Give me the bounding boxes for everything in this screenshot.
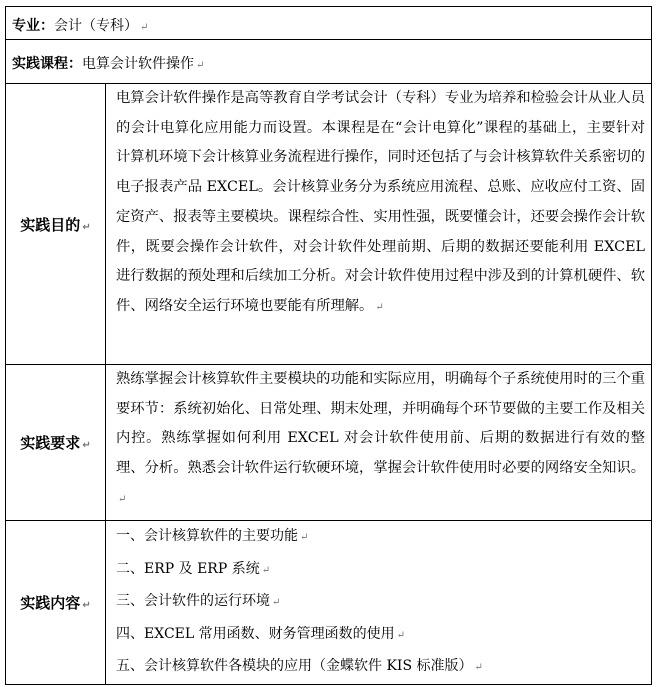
course-row	[6, 40, 652, 84]
content-label: 实践内容	[20, 593, 81, 612]
content-label-cell	[6, 521, 106, 685]
content-list-cell	[106, 521, 652, 685]
content-list-item	[116, 521, 645, 554]
major-cell	[6, 7, 652, 40]
content-item-text: 一、会计核算软件的主要功能	[116, 528, 298, 544]
syllabus-table	[5, 6, 652, 685]
course-cell	[6, 40, 652, 84]
purpose-label: 实践目的	[20, 215, 81, 234]
major-value: 会计（专科）	[54, 18, 138, 34]
requirements-label-cell	[6, 365, 106, 521]
paragraph-mark: ↵	[82, 221, 91, 233]
paragraph-mark: ↵	[140, 22, 149, 33]
content-list-item	[116, 554, 645, 587]
purpose-text-cell	[106, 84, 652, 365]
paragraph-mark: ↵	[474, 662, 483, 674]
purpose-label-cell	[6, 84, 106, 365]
requirements-text-cell	[106, 365, 652, 521]
syllabus-document	[5, 6, 651, 685]
requirements-text: 熟练掌握会计核算软件主要模块的功能和实际应用，明确每个子系统使用时的三个重要环节：系统初始化、日常处理、期末处理，并明确每个环节要做的主要工作及相关内控。熟练掌握如何利用 EXCEL 对会计软件使用前、后期的数据进行有效的整理、分析。熟悉会计软件运行软硬环境，掌握会计软件使用时必要的网络安全知识。	[116, 371, 646, 477]
paragraph-mark: ↵	[261, 564, 271, 576]
paragraph-mark: ↵	[196, 60, 205, 71]
purpose-row	[6, 84, 652, 365]
content-item-text: 五、会计核算软件各模块的应用（金蝶软件 KIS 标准版）	[116, 658, 473, 675]
content-row	[6, 521, 652, 685]
content-item-text: 二、ERP 及 ERP 系统	[116, 560, 260, 577]
paragraph-mark: ↵	[272, 597, 281, 609]
content-item-text: 四、EXCEL 常用函数、财务管理函数的使用	[116, 625, 395, 642]
course-value: 电算会计软件操作	[82, 56, 194, 72]
paragraph-mark: ↵	[82, 440, 91, 451]
paragraph-mark: ↵	[118, 493, 127, 505]
paragraph-mark: ↵	[375, 301, 384, 313]
paragraph-mark: ↵	[396, 629, 406, 641]
course-label: 实践课程：	[12, 56, 82, 72]
major-label: 专业：	[12, 18, 54, 34]
paragraph-mark: ↵	[82, 599, 91, 611]
requirements-row	[6, 365, 652, 521]
major-row	[6, 7, 652, 40]
content-list-item	[116, 619, 645, 652]
content-item-text: 三、会计软件的运行环境	[116, 593, 270, 610]
content-list-item	[116, 586, 645, 619]
requirements-label: 实践要求	[20, 434, 81, 452]
purpose-text: 电算会计软件操作是高等教育自学考试会计（专科）专业为培养和检验会计从业人员的会计电算化应用能力而设置。本课程是在“会计电算化”课程的基础上，主要针对计算机环境下会计核算业务流程进行操作，同时还包括了与会计核算软件关系密切的电子报表产品 EXCEL。会计核算业务分为系统应用流程、总账、应收应付工资、固定资产、报表等主要模块。课程综合性、实用性强，既要懂会计，还要会操作会计软件，既要会操作会计软件，对会计软件处理前期、后期的数据还要能利用 EXCEL 进行数据的预处理和后续加工分析。对会计软件使用过程中涉及到的计算机硬件、软件、网络安全运行环境也要能有所理解。	[116, 90, 646, 314]
paragraph-mark: ↵	[300, 532, 309, 543]
content-list-item	[116, 651, 645, 684]
